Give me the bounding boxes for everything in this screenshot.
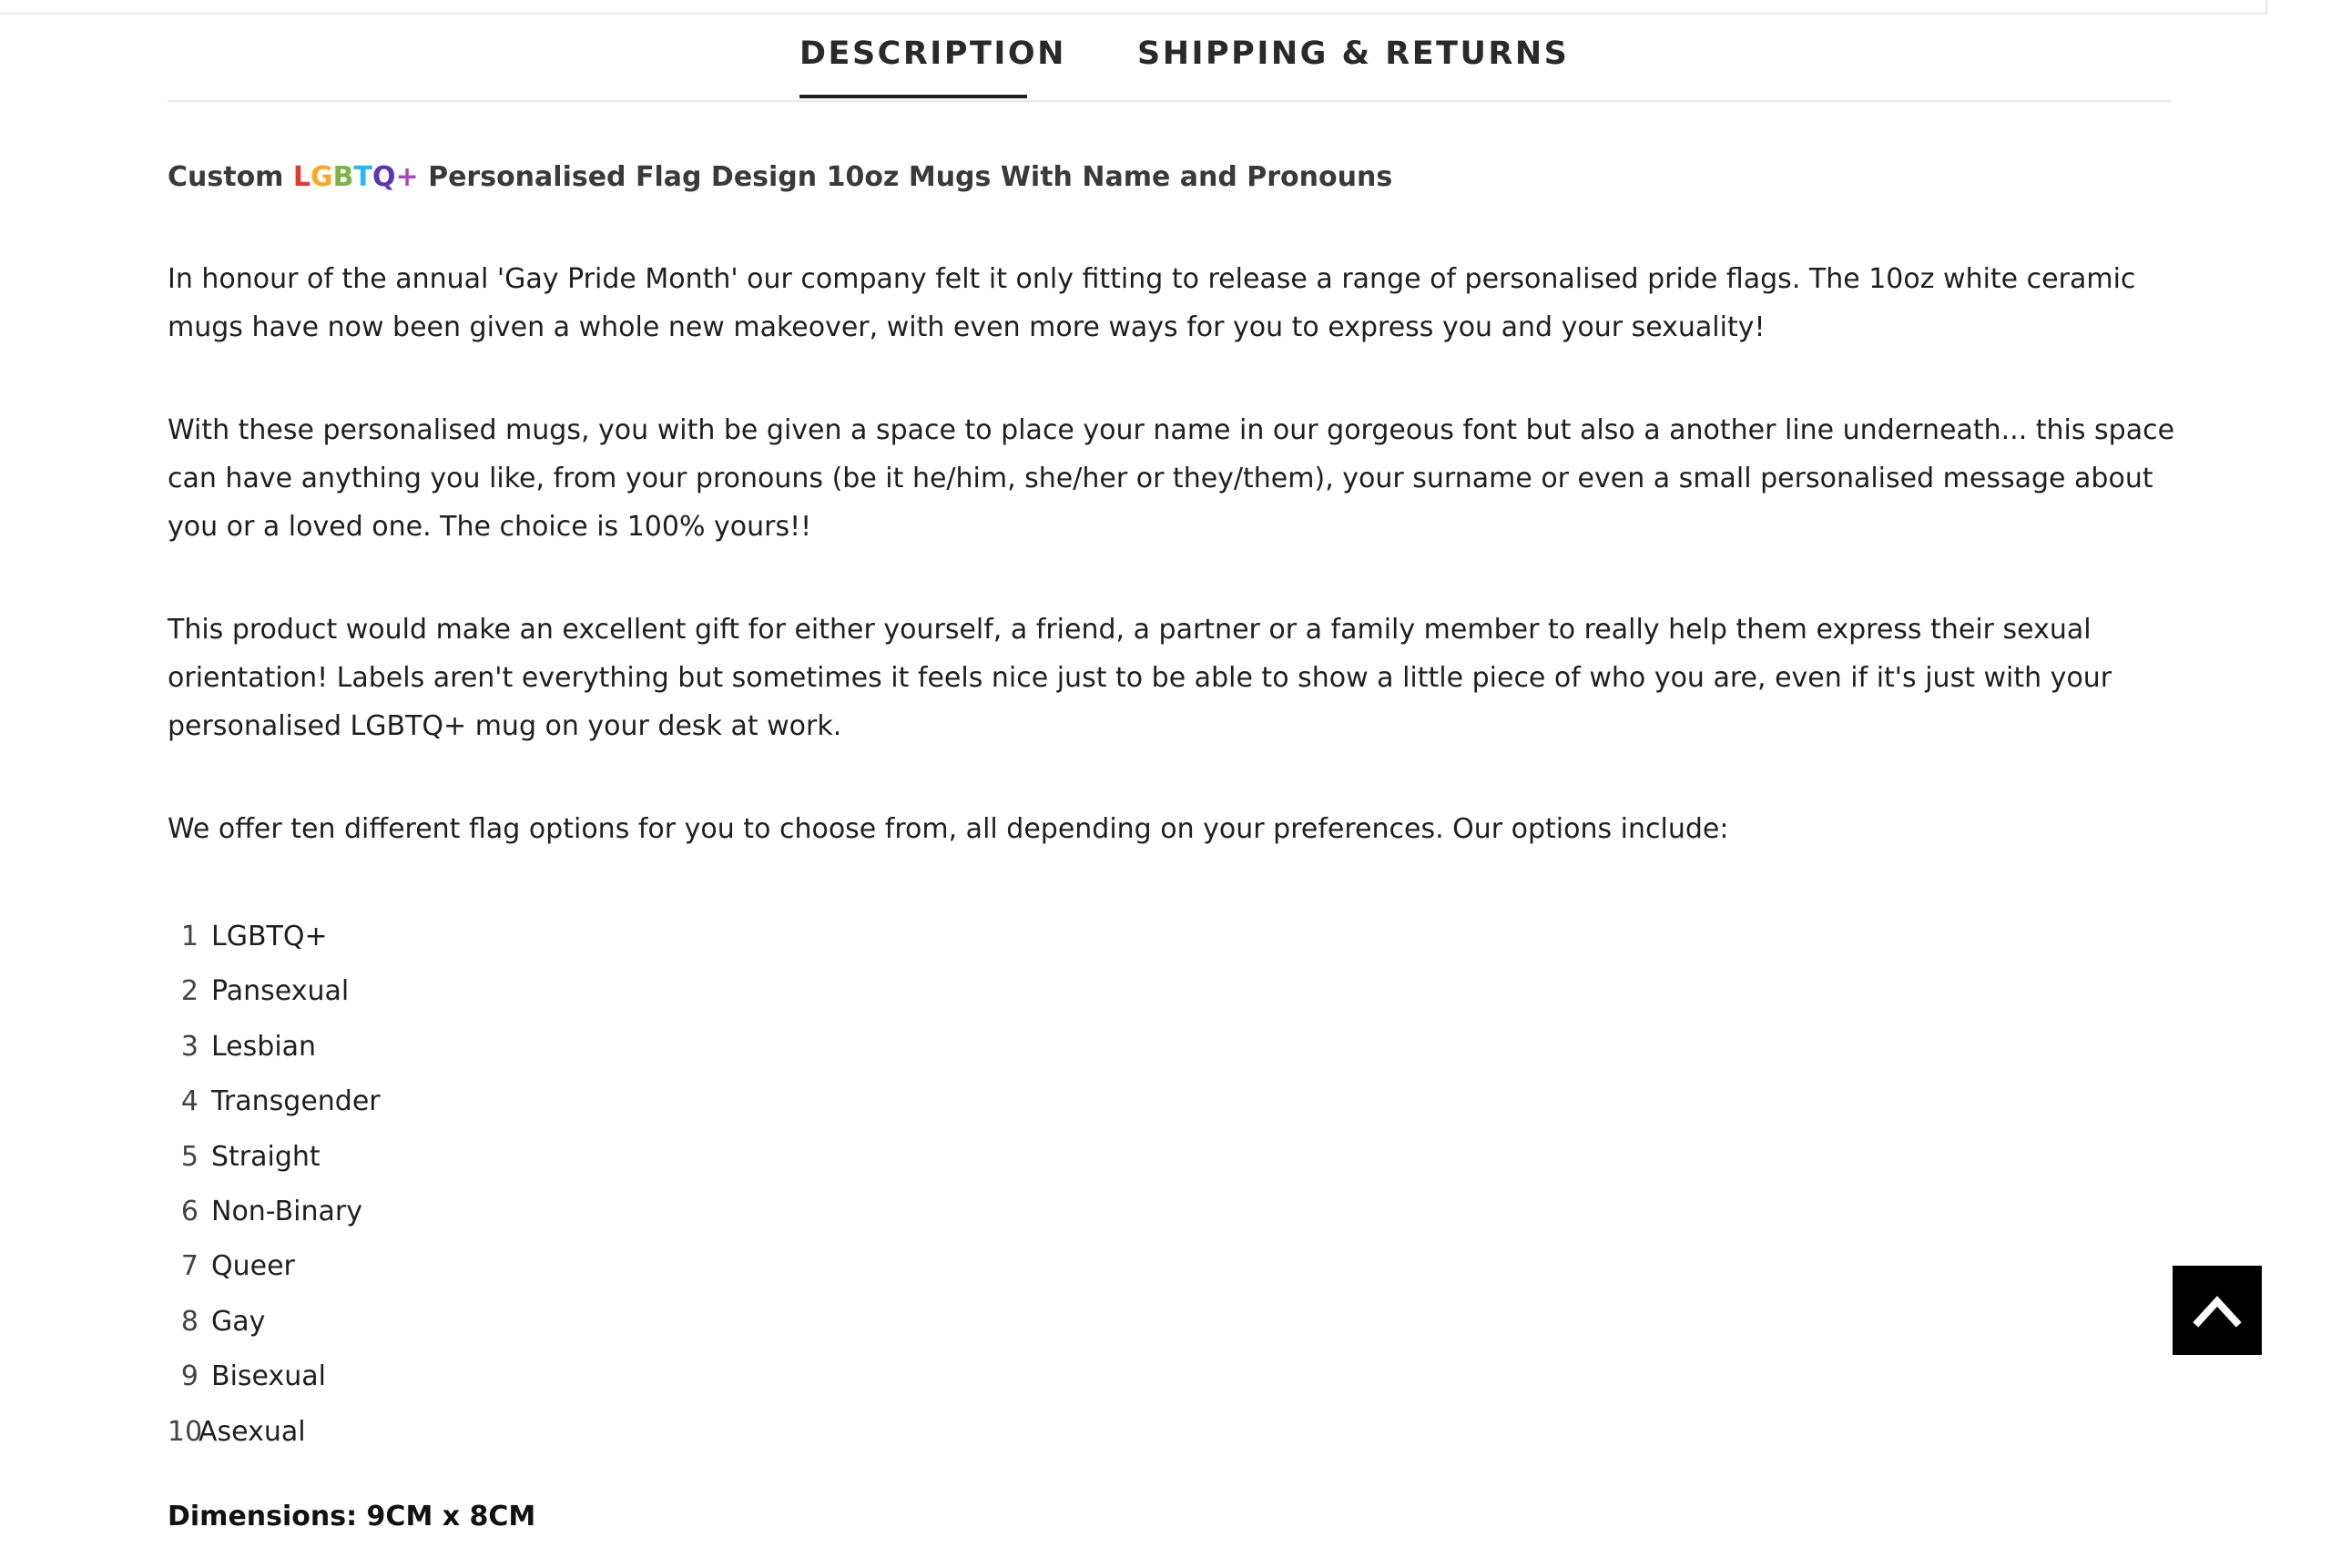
option-label: Asexual [198, 1415, 306, 1448]
product-heading [168, 155, 2189, 200]
description-paragraph-2: With these personalised mugs, you with be given a space to place your name in our gorgeous font but also a another line underneath... this space can have anything you like, from your pronouns (be it he/him, she/her or they/them), your surname or even a small personalised message about you or a loved one. The choice is 100% yours!! [168, 414, 2175, 543]
chevron-up-icon [2193, 1288, 2242, 1333]
option-label: Queer [211, 1250, 295, 1283]
description-content [168, 155, 2189, 1540]
top-right-divider [2265, 0, 2267, 15]
option-number: 2 [180, 975, 198, 1008]
option-label: Pansexual [211, 975, 350, 1008]
option-number: 9 [180, 1360, 198, 1393]
list-item [168, 910, 2189, 964]
list-item [168, 1239, 2189, 1294]
heading-rainbow-b: B [332, 161, 354, 193]
flag-options-list [168, 910, 2189, 1460]
heading-rainbow-plus: + [395, 161, 419, 193]
heading-rainbow-q: Q [372, 161, 396, 193]
option-number: 5 [180, 1140, 198, 1173]
description-paragraph-1: In honour of the annual 'Gay Pride Month' our company felt it only fitting to release a range of personalised pride flags. The 10oz white ceramic mugs have now been given a whole new makeover, with even more ways for you to express you and your sexuality! [168, 263, 2136, 343]
option-number: 3 [180, 1030, 198, 1063]
list-item [168, 1185, 2189, 1239]
heading-rainbow-g: G [310, 161, 333, 193]
active-tab-indicator [799, 95, 1027, 98]
option-label: LGBTQ+ [211, 921, 328, 952]
product-dimensions: Dimensions: 9CM x 8CM [168, 1501, 536, 1533]
option-label: Lesbian [211, 1030, 317, 1063]
list-item [168, 1405, 2189, 1460]
option-label: Bisexual [211, 1360, 326, 1393]
heading-prefix: Custom [168, 161, 293, 193]
heading-rainbow-t: T [353, 161, 372, 193]
option-label: Gay [211, 1305, 266, 1338]
option-label: Non-Binary [211, 1196, 362, 1228]
tab-description[interactable]: DESCRIPTION [799, 36, 1066, 72]
heading-suffix: Personalised Flag Design 10oz Mugs With Name and Pronouns [418, 161, 1393, 193]
option-label: Transgender [211, 1085, 381, 1118]
tab-shipping-returns[interactable]: SHIPPING & RETURNS [1137, 36, 1570, 72]
list-item [168, 964, 2189, 1019]
list-item [168, 1074, 2189, 1129]
option-number: 8 [180, 1305, 198, 1338]
option-number: 6 [180, 1196, 198, 1228]
description-paragraph-3: This product would make an excellent gift for either yourself, a friend, a partner or a family member to really help them express their sexual orientation! Labels aren't everything but sometimes it feels nice just to be able to show a little piece of who you are, even if it's just with your personalised LGBTQ+ mug on your desk at work. [168, 614, 2112, 742]
back-to-top-button[interactable] [2173, 1266, 2262, 1355]
product-tabs [168, 15, 2171, 102]
option-number: 7 [180, 1250, 198, 1283]
list-item [168, 1130, 2189, 1185]
option-number: 4 [180, 1085, 198, 1118]
list-item [168, 1020, 2189, 1074]
list-item [168, 1295, 2189, 1349]
option-label: Straight [211, 1140, 321, 1173]
option-number: 1 [180, 921, 198, 952]
list-item [168, 1349, 2189, 1404]
description-paragraph-4: We offer ten different flag options for you to choose from, all depending on your preferences. Our options include: [168, 813, 1729, 845]
option-number: 10 [168, 1415, 203, 1448]
heading-rainbow-l: L [292, 161, 311, 193]
